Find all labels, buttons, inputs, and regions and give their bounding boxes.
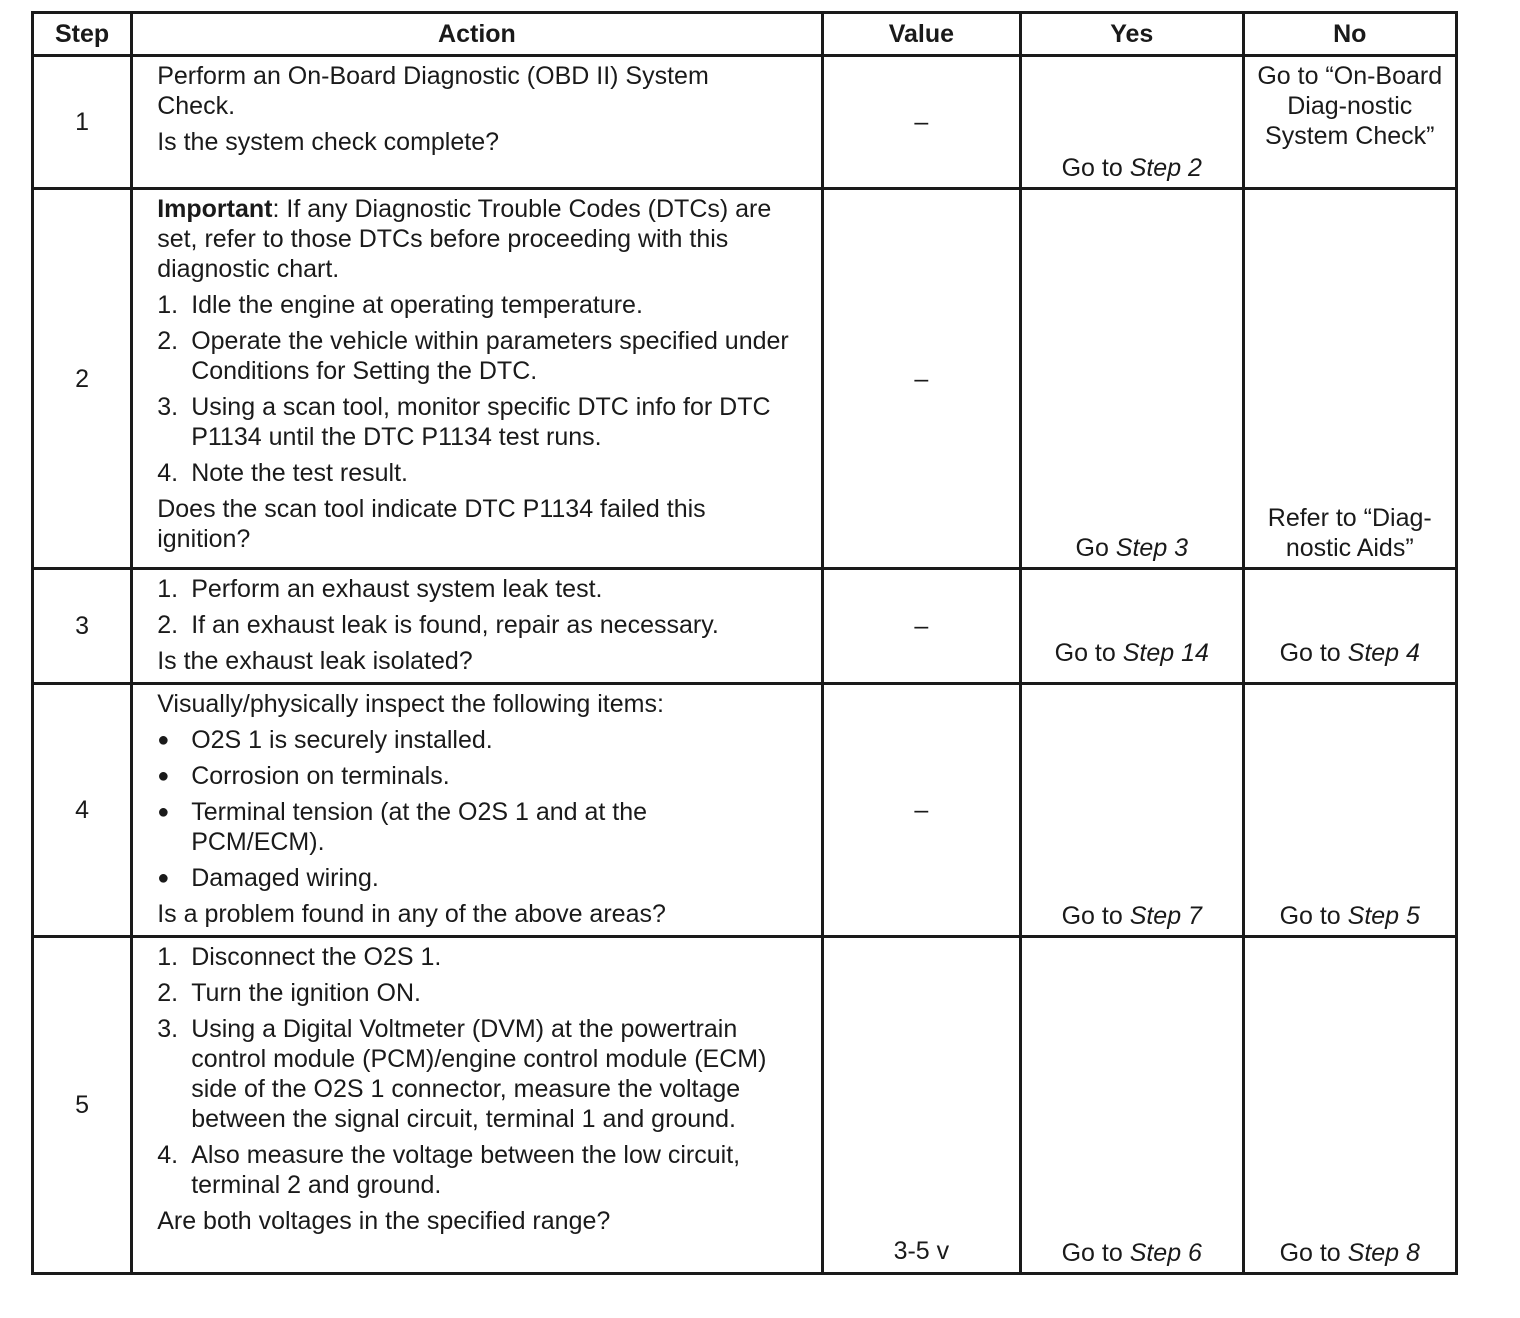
- bullet-icon: ●: [157, 867, 170, 889]
- value-cell: –: [822, 189, 1020, 569]
- header-row: [33, 13, 1457, 56]
- yes-cell: Go Step 3: [1021, 189, 1243, 569]
- action-cell: [132, 937, 822, 1274]
- value-cell: –: [822, 569, 1020, 684]
- yes-cell: Go to Step 2: [1021, 56, 1243, 189]
- action-question: Is the exhaust leak isolated?: [157, 647, 473, 675]
- list-item: 2. If an exhaust leak is found, repair as necessary.: [157, 611, 719, 639]
- action-question: Are both voltages in the specified range?: [157, 1207, 611, 1235]
- list-item: 1. Perform an exhaust system leak test.: [157, 575, 603, 603]
- bullet-icon: ●: [157, 801, 170, 823]
- action-text: Perform an On-Board Diagnostic (OBD II) System Check.: [157, 62, 709, 120]
- list-item: 2. Turn the ignition ON.: [157, 979, 421, 1007]
- list-item: 1. Disconnect the O2S 1.: [157, 943, 442, 971]
- important-text: : If any Diagnostic Trouble Codes (DTCs) are set, refer to those DTCs before proceeding with this diagnostic chart.: [157, 195, 772, 283]
- list-item: 4. Also measure the voltage between the low circuit, terminal 2 and ground.: [157, 1141, 741, 1199]
- header-value: Value: [822, 13, 1020, 56]
- header-action: Action: [132, 13, 822, 56]
- action-question: Is the system check complete?: [157, 128, 500, 156]
- table-row: [33, 569, 1457, 684]
- step-number: 4: [33, 684, 132, 937]
- bullet-item: ● Terminal tension (at the O2S 1 and at the PCM/ECM).: [157, 798, 648, 856]
- no-cell: Go to Step 4: [1243, 569, 1456, 684]
- diagnostic-table: [31, 11, 1458, 1275]
- list-item: 2. Operate the vehicle within parameters specified under Conditions for Setting the DTC.: [157, 327, 789, 385]
- step-number: 3: [33, 569, 132, 684]
- header-yes: Yes: [1021, 13, 1243, 56]
- action-intro: Visually/physically inspect the following items:: [157, 690, 664, 718]
- table-row: [33, 56, 1457, 189]
- yes-cell: Go to Step 6: [1021, 937, 1243, 1274]
- action-cell: [132, 684, 822, 937]
- important-label: Important: [157, 195, 273, 223]
- action-cell: [132, 569, 822, 684]
- list-item: 4. Note the test result.: [157, 459, 408, 487]
- list-item: 3. Using a scan tool, monitor specific DTC info for DTC P1134 until the DTC P1134 test runs.: [157, 393, 771, 451]
- bullet-item: ● Damaged wiring.: [157, 864, 379, 892]
- step-number: 1: [33, 56, 132, 189]
- value-cell: –: [822, 684, 1020, 937]
- yes-cell: Go to Step 14: [1021, 569, 1243, 684]
- no-cell: Go to Step 5: [1243, 684, 1456, 937]
- action-cell: [132, 56, 822, 189]
- list-item: 1. Idle the engine at operating temperature.: [157, 291, 643, 319]
- bullet-icon: ●: [157, 765, 170, 787]
- header-step: Step: [33, 13, 132, 56]
- action-question: Does the scan tool indicate DTC P1134 failed this ignition?: [157, 495, 706, 553]
- no-cell: Go to Step 8: [1243, 937, 1456, 1274]
- value-cell: –: [822, 56, 1020, 189]
- value-cell: 3-5 v: [822, 937, 1020, 1274]
- table-row: [33, 684, 1457, 937]
- bullet-item: ● Corrosion on terminals.: [157, 762, 450, 790]
- action-question: Is a problem found in any of the above areas?: [157, 900, 666, 928]
- no-cell: Go to “On-Board Diag-nostic System Check”: [1243, 56, 1456, 189]
- header-no: No: [1243, 13, 1456, 56]
- table-row: [33, 189, 1457, 569]
- list-item: 3. Using a Digital Voltmeter (DVM) at the powertrain control module (PCM)/engine control module (ECM) side of the O2S 1 connector, measure the voltage between the signal circuit, terminal 1 and ground.: [157, 1015, 767, 1133]
- bullet-icon: ●: [157, 729, 170, 751]
- step-number: 5: [33, 937, 132, 1274]
- table-row: [33, 937, 1457, 1274]
- step-number: 2: [33, 189, 132, 569]
- no-cell: Refer to “Diag-nostic Aids”: [1243, 189, 1456, 569]
- bullet-item: ● O2S 1 is securely installed.: [157, 726, 493, 754]
- yes-cell: Go to Step 7: [1021, 684, 1243, 937]
- action-cell: [132, 189, 822, 569]
